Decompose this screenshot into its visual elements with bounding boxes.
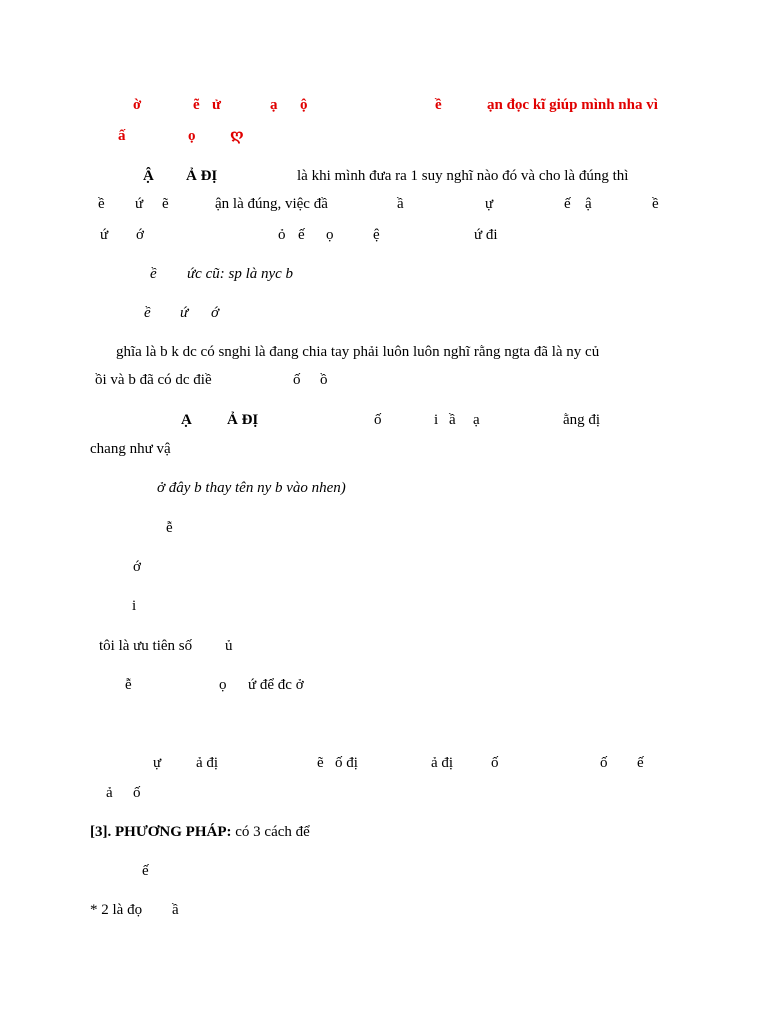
list-item: tôi là ưu tiên số <box>99 638 193 654</box>
list-item: ớ <box>133 559 141 575</box>
text-fragment: ề <box>652 196 659 212</box>
italic-note: ở đây b thay tên ny b vào nhen) <box>157 480 346 496</box>
header-fragment: ộ <box>300 97 308 113</box>
bullet-item: * 2 là đọ <box>90 902 143 918</box>
text-fragment: ẽ <box>317 755 324 771</box>
text-fragment: ố <box>491 755 499 771</box>
text-fragment: ớ <box>136 227 144 243</box>
text-fragment: ự <box>485 196 494 212</box>
text-fragment: ả đị <box>431 755 454 771</box>
list-item: ứ để đc ở <box>248 677 304 693</box>
header-fragment: ọ <box>188 128 196 144</box>
text-fragment: ứ <box>135 196 144 212</box>
text-fragment: ầ <box>397 196 404 212</box>
header-fragment: ử <box>212 97 222 113</box>
text-fragment: ằng đị <box>563 412 601 428</box>
list-item: ễ <box>166 520 173 536</box>
header-fragment: ề <box>435 97 442 113</box>
section-heading-fragment: Ả ĐỊ <box>227 412 259 428</box>
text-fragment: ế <box>142 863 149 879</box>
header-fragment: ấ <box>118 128 126 144</box>
text-fragment: ứ đi <box>474 227 498 243</box>
list-item: ọ <box>219 677 227 693</box>
text-fragment: ỏ <box>278 227 286 243</box>
header-fragment: ờ <box>133 97 142 113</box>
text-fragment: ề <box>98 196 105 212</box>
text-fragment: ố <box>374 412 382 428</box>
text-fragment: ố <box>600 755 608 771</box>
text-fragment: ả <box>106 785 113 801</box>
text-fragment: ế <box>298 227 305 243</box>
header-fragment: ẽ <box>193 97 200 113</box>
text-fragment: ồi và b đã có dc điề <box>95 372 212 388</box>
method-line <box>90 823 310 841</box>
paragraph-line: là khi mình đưa ra 1 suy nghĩ nào đó và cho là đúng thì <box>297 168 629 184</box>
list-item: i <box>132 598 137 614</box>
list-item: ủ <box>225 638 233 654</box>
text-fragment: ế <box>564 196 571 212</box>
example-fragment: ứ <box>180 305 189 321</box>
method-label: [3]. PHƯƠNG PHÁP: <box>90 824 232 840</box>
text-fragment: ận là đúng, việc đầ <box>215 196 328 212</box>
header-fragment: ạ <box>270 97 278 113</box>
text-fragment: ả đị <box>196 755 219 771</box>
text-fragment: ạ <box>473 412 480 428</box>
section-heading-fragment: Ạ <box>181 412 192 428</box>
section-heading-fragment: Ậ <box>143 168 154 184</box>
example-fragment: ề <box>150 266 157 282</box>
paragraph-line: chang như vậ <box>90 441 171 457</box>
text-fragment: ệ <box>373 227 380 243</box>
text-fragment: ố <box>133 785 141 801</box>
text-fragment: ứ <box>100 227 109 243</box>
text-fragment: ố <box>293 372 301 388</box>
text-fragment: ầ <box>449 412 456 428</box>
bullet-item: ầ <box>172 902 179 918</box>
text-fragment: ẽ <box>162 196 169 212</box>
header-fragment: ạn đọc kĩ giúp mình nha vì <box>487 97 658 113</box>
example-fragment: ớ <box>211 305 220 321</box>
example-fragment: ức cũ: sp là nyc b <box>187 266 294 282</box>
text-fragment: ự <box>153 755 162 771</box>
method-text: có 3 cách để <box>231 824 310 840</box>
text-fragment: ố đị <box>335 755 358 771</box>
section-heading-fragment: Ả ĐỊ <box>186 168 218 184</box>
text-fragment: ậ <box>585 196 592 212</box>
list-item: ễ <box>125 677 132 693</box>
header-fragment: ღ <box>230 128 244 144</box>
text-fragment: ế <box>637 755 644 771</box>
text-fragment: ọ <box>326 227 334 243</box>
example-fragment: ề <box>144 305 151 321</box>
text-fragment: ồ <box>320 372 328 388</box>
text-fragment: i <box>434 412 439 428</box>
paragraph-line: ghĩa là b k dc có snghi là đang chia tay phải luôn luôn nghĩ rằng ngta đã là ny củ <box>116 344 600 360</box>
